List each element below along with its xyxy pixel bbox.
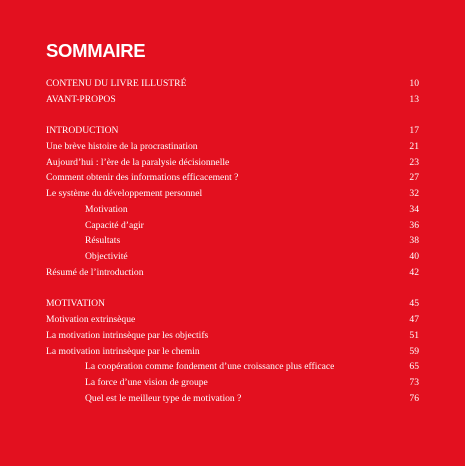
toc-entry-label: INTRODUCTION	[46, 125, 119, 137]
toc-subentry	[46, 391, 419, 407]
toc-entry-label: Comment obtenir des informations efficacement ?	[46, 172, 239, 184]
toc-entry-page: 10	[409, 78, 419, 89]
toc-entry-label: Capacité d’agir	[85, 219, 144, 231]
toc-entry	[46, 170, 419, 186]
toc-entry-page: 76	[409, 392, 419, 404]
toc-entry-label: MOTIVATION	[46, 298, 105, 310]
toc-section-heading	[46, 123, 419, 139]
toc-entry-page: 73	[409, 377, 419, 389]
toc-entry-label: La motivation intrinsèque par le chemin	[46, 345, 200, 357]
toc-entry	[46, 186, 419, 202]
toc-entry-label: Aujourd’hui : l’ère de la paralysie décisionnelle	[46, 156, 230, 168]
toc-entry-page: 40	[409, 251, 419, 263]
toc-entry-page: 34	[409, 203, 419, 215]
toc-entry	[46, 92, 419, 108]
toc-entry-label: Résumé de l’introduction	[46, 266, 144, 278]
toc-entry-label: AVANT-PROPOS	[46, 93, 116, 105]
toc-entry-page: 36	[409, 219, 419, 231]
toc-subentry	[46, 359, 419, 375]
toc-entry-page: 23	[409, 156, 419, 168]
toc-entry	[46, 265, 419, 281]
toc-entry-label: Objectivité	[85, 251, 128, 263]
toc-entry-label: Une brève histoire de la procrastination	[46, 140, 198, 152]
toc-entry-label: Quel est le meilleur type de motivation ?	[85, 392, 242, 404]
toc-entry-label: Le système du développement personnel	[46, 188, 203, 200]
toc-entry-page: 51	[409, 329, 419, 341]
toc-entry	[46, 312, 419, 328]
toc-entry-page: 21	[409, 140, 419, 152]
toc-subentry	[46, 249, 419, 265]
toc-subentry	[46, 202, 419, 218]
page-title: SOMMAIRE	[46, 40, 146, 61]
toc-entry	[46, 139, 419, 155]
toc-subentry	[46, 375, 419, 391]
toc-entry-page: 27	[409, 172, 419, 184]
toc-entry-page: 42	[409, 266, 419, 278]
toc-entry-label: Résultats	[85, 235, 121, 247]
toc-subentry	[46, 233, 419, 249]
toc-entry	[46, 344, 419, 360]
toc-entry-page: 59	[409, 345, 419, 357]
toc-section-heading	[46, 296, 419, 312]
toc-entry-label: Motivation	[85, 203, 128, 215]
toc-entry-page: 13	[409, 93, 419, 105]
toc-entry-page: 65	[409, 361, 419, 373]
toc-entry-page: 45	[409, 298, 419, 310]
toc-entry	[46, 155, 419, 171]
toc-entry	[46, 76, 419, 92]
toc-entry-page: 38	[409, 235, 419, 247]
toc-entry-label: La motivation intrinsèque par les objectifs	[46, 329, 209, 341]
table-of-contents	[46, 76, 419, 407]
toc-entry-page: 47	[409, 314, 419, 326]
toc-entry-page: 17	[409, 125, 419, 137]
toc-entry-label: CONTENU DU LIVRE ILLUSTRÉ	[46, 78, 187, 89]
toc-entry-label: La coopération comme fondement d’une croissance plus efficace	[85, 361, 335, 373]
toc-entry-label: La force d’une vision de groupe	[85, 377, 208, 389]
toc-entry	[46, 328, 419, 344]
toc-subentry	[46, 218, 419, 234]
toc-entry-label: Motivation extrinsèque	[46, 314, 136, 326]
toc-entry-page: 32	[409, 188, 419, 200]
